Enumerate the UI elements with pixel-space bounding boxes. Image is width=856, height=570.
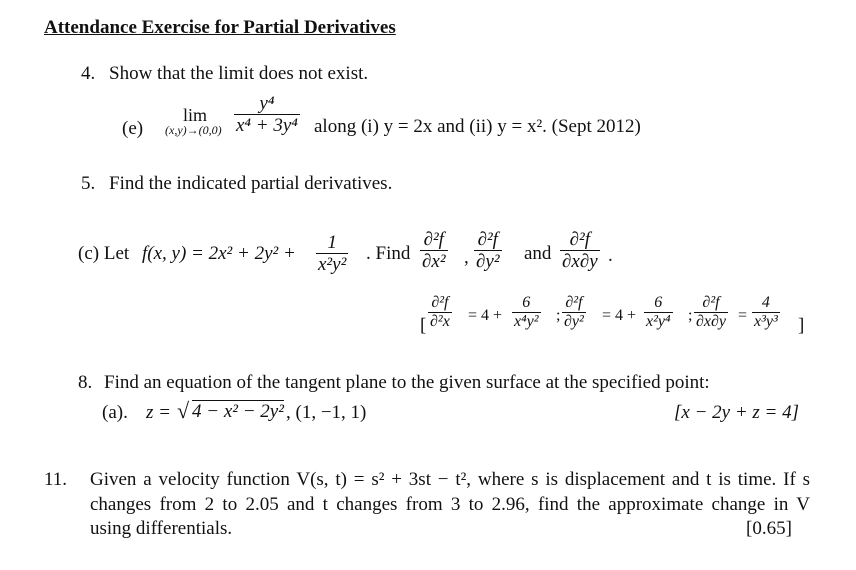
q5-answer-xy <box>694 295 728 330</box>
q5-answer-yy-eq: = 4 + <box>602 307 637 324</box>
q5-answer-xy-den: ∂x∂y <box>696 313 727 330</box>
q5-text: Find the indicated partial derivatives. <box>109 173 393 194</box>
q5-answer-xy-eq: = <box>738 307 748 324</box>
q8-point: , (1, −1, 1) <box>286 402 367 423</box>
q5-and-word: and <box>524 243 552 264</box>
q5-answer-semicolon-2: ; <box>688 307 693 324</box>
q4-text: Show that the limit does not exist. <box>109 63 369 84</box>
q5-find-word: . Find <box>366 243 411 264</box>
q11-number: 11. <box>44 469 68 490</box>
q5-comma: , <box>464 247 469 268</box>
q5-deriv-xx-num: ∂²f <box>423 229 444 250</box>
q4-tail-text: along (i) y = 2x and (ii) y = x². (Sept 2012) <box>314 116 641 137</box>
q5-fn-frac-denominator: x²y² <box>318 254 347 275</box>
q5-deriv-xy <box>560 230 600 271</box>
q5-answer-xx-frac-num: 6 <box>522 294 531 311</box>
q8-part-label: (a). <box>102 402 128 423</box>
q8-number: 8. <box>78 372 93 393</box>
q5-fn-frac-numerator: 1 <box>327 232 337 253</box>
q5-answer-close-bracket: ] <box>798 315 805 336</box>
q11-line-2: changes from 2 to 2.05 and t changes from 3 to 2.96, find the approximate change in V <box>90 494 810 515</box>
q5-deriv-xx-den: ∂x² <box>422 251 446 272</box>
q5-answer-xx-frac-den: x⁴y² <box>514 313 539 330</box>
q5-answer-yy-num: ∂²f <box>565 294 583 311</box>
q5-answer-xy-frac-num: 4 <box>761 294 770 311</box>
q5-deriv-yy <box>474 230 502 271</box>
q5-answer-xx-frac <box>512 295 541 330</box>
q5-answer-yy-den: ∂y² <box>564 313 584 330</box>
q5-deriv-xy-den: ∂x∂y <box>562 251 598 272</box>
sqrt-symbol: √ <box>177 398 190 423</box>
q5-number: 5. <box>81 173 96 194</box>
q5-answer-yy-frac-num: 6 <box>654 294 663 311</box>
q5-deriv-yy-num: ∂²f <box>477 229 498 250</box>
q11-answer: [0.65] <box>746 518 792 539</box>
q4-limit-fraction <box>234 94 300 135</box>
q8-equation-lhs: z = <box>146 402 171 423</box>
q5-part-label: (c) Let <box>78 243 130 264</box>
q5-function-fraction <box>316 233 348 274</box>
q4-lim-subscript: (x,y)→(0,0) <box>165 123 222 137</box>
q4-number: 4. <box>81 63 96 84</box>
q5-deriv-xy-num: ∂²f <box>569 229 591 250</box>
q5-period: . <box>608 245 613 266</box>
q5-answer-xy-frac <box>752 295 780 330</box>
q11-line-1: Given a velocity function V(s, t) = s² + 3st − t², where s is displacement and t is time. If s <box>90 469 810 490</box>
q5-answer-yy-frac-den: x²y⁴ <box>646 313 671 330</box>
q4-fraction-numerator: y⁴ <box>259 93 275 114</box>
q5-function: f(x, y) = 2x² + 2y² + <box>142 243 296 264</box>
q5-deriv-yy-den: ∂y² <box>476 251 500 272</box>
q5-answer-open-bracket: [ <box>420 315 427 336</box>
q4-part-label: (e) <box>122 118 144 139</box>
q4-fraction-denominator: x⁴ + 3y⁴ <box>236 115 298 136</box>
q5-answer-xx-num: ∂²f <box>431 294 449 311</box>
q5-answer-yy <box>562 295 586 330</box>
q8-sqrt-body: 4 − x² − 2y² <box>192 401 284 422</box>
q8-text: Find an equation of the tangent plane to the given surface at the specified point: <box>104 372 710 393</box>
q4-lim-word: lim <box>183 105 208 125</box>
q11-line-3: using differentials. <box>90 518 233 539</box>
q5-answer-xx <box>428 295 452 330</box>
page-title: Attendance Exercise for Partial Derivatives <box>44 17 396 38</box>
q8-answer: [x − 2y + z = 4] <box>674 402 800 423</box>
q5-answer-xx-den: ∂²x <box>430 313 450 330</box>
q5-answer-semicolon-1: ; <box>556 307 561 324</box>
q5-answer-xx-eq: = 4 + <box>468 307 503 324</box>
q5-deriv-xx <box>420 230 448 271</box>
q5-answer-xy-num: ∂²f <box>702 294 720 311</box>
q5-answer-yy-frac <box>644 295 673 330</box>
q5-answer-xy-frac-den: x³y³ <box>754 313 778 330</box>
